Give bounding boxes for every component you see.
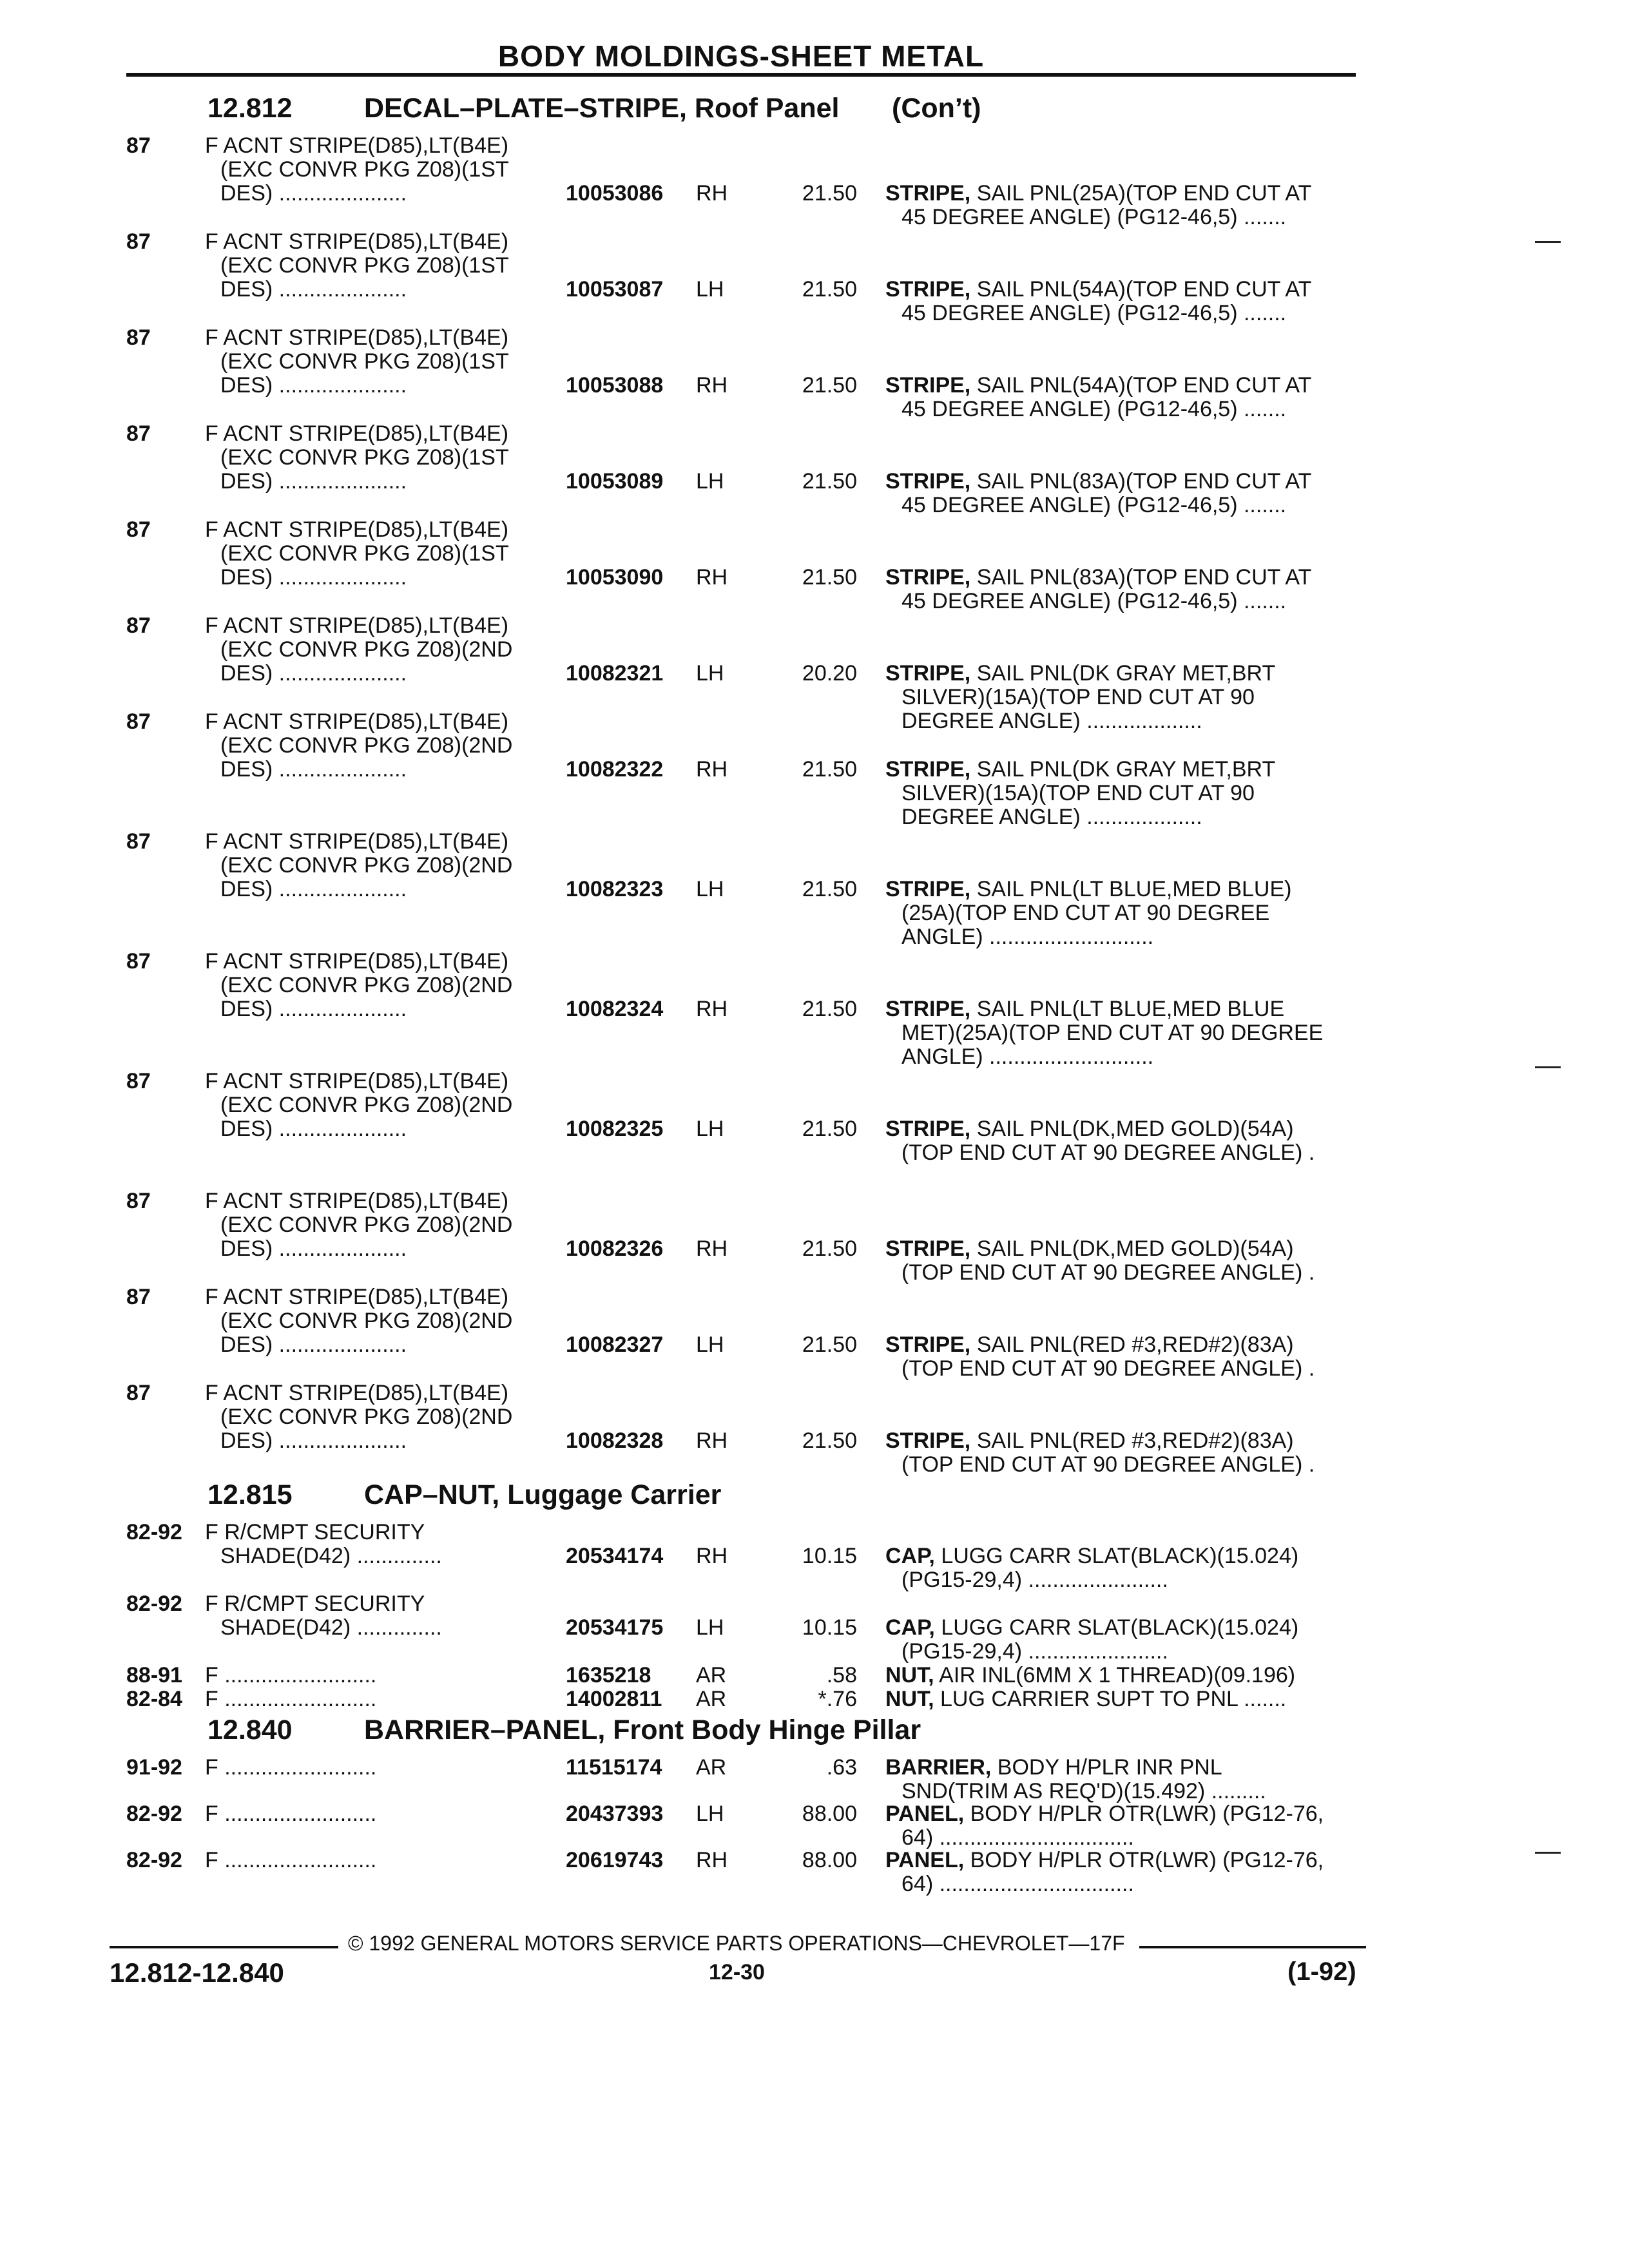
info-text: SAIL PNL(DK GRAY MET,BRT xyxy=(976,758,1276,782)
part-entry xyxy=(0,134,1629,230)
model-years: 87 xyxy=(126,517,151,542)
footer-copyright: © 1992 GENERAL MOTORS SERVICE PARTS OPERATIONS—CHEVROLET—17F xyxy=(348,1932,1125,1955)
description-line: (EXC CONVR PKG Z08)(1ST xyxy=(220,158,509,182)
info-heading: STRIPE, xyxy=(885,1429,971,1453)
part-number: 10053089 xyxy=(566,469,664,494)
description-line: F ACNT STRIPE(D85),LT(B4E) xyxy=(205,1070,509,1093)
info-text: BODY H/PLR OTR(LWR) (PG12-76, xyxy=(970,1802,1324,1826)
info-text: SAIL PNL(DK GRAY MET,BRT xyxy=(976,662,1276,686)
footer-revision: (1-92) xyxy=(1287,1957,1356,1986)
price: 20.20 xyxy=(802,661,857,686)
part-entry xyxy=(0,230,1629,326)
description-line: F R/CMPT SECURITY xyxy=(205,1592,425,1616)
section-title: DECAL–PLATE–STRIPE, Roof Panel xyxy=(364,93,840,124)
part-description xyxy=(205,830,553,901)
info-heading: STRIPE, xyxy=(885,1237,971,1261)
section-heading xyxy=(0,1475,1629,1521)
part-number: 10082322 xyxy=(566,757,664,782)
info-text: SAIL PNL(83A)(TOP END CUT AT xyxy=(976,470,1312,494)
info-line xyxy=(885,758,1356,782)
part-info xyxy=(885,1616,1356,1664)
info-heading: PANEL, xyxy=(885,1849,965,1872)
info-line: SND(TRIM AS REQ'D)(15.492) ......... xyxy=(901,1780,1266,1803)
part-description xyxy=(205,134,553,206)
part-description xyxy=(205,710,553,782)
part-description xyxy=(205,614,553,686)
section-title: CAP–NUT, Luggage Carrier xyxy=(364,1479,722,1510)
info-text: BODY H/PLR INR PNL xyxy=(997,1756,1222,1780)
model-years: 87 xyxy=(126,133,151,158)
info-line: 45 DEGREE ANGLE) (PG12-46,5) ....... xyxy=(901,494,1287,517)
description-line: DES) ..................... xyxy=(220,1429,407,1453)
model-years: 87 xyxy=(126,1285,151,1309)
description-line: DES) ..................... xyxy=(220,662,407,686)
description-line: F R/CMPT SECURITY xyxy=(205,1521,425,1544)
info-line xyxy=(885,1687,1356,1711)
part-description xyxy=(205,1756,553,1780)
part-description xyxy=(205,1521,553,1568)
info-line: MET)(25A)(TOP END CUT AT 90 DEGREE xyxy=(901,1021,1324,1045)
info-line: (TOP END CUT AT 90 DEGREE ANGLE) . xyxy=(901,1141,1315,1165)
side-code: RH xyxy=(696,1544,728,1568)
part-entry xyxy=(0,1070,1629,1189)
info-text: BODY H/PLR OTR(LWR) (PG12-76, xyxy=(970,1849,1324,1872)
info-line xyxy=(885,1429,1356,1453)
side-code: LH xyxy=(696,661,724,686)
info-heading: STRIPE, xyxy=(885,662,971,686)
info-text: SAIL PNL(54A)(TOP END CUT AT xyxy=(976,278,1312,302)
model-years: 82-92 xyxy=(126,1520,182,1544)
catalog-section xyxy=(0,1711,1629,1895)
description-line: F ACNT STRIPE(D85),LT(B4E) xyxy=(205,1381,509,1405)
description-line: (EXC CONVR PKG Z08)(2ND xyxy=(220,1213,513,1237)
description-line: (EXC CONVR PKG Z08)(2ND xyxy=(220,854,513,878)
model-years: 87 xyxy=(126,829,151,854)
side-code: RH xyxy=(696,757,728,782)
info-line xyxy=(885,878,1356,901)
description-line: (EXC CONVR PKG Z08)(1ST xyxy=(220,542,509,566)
description-line: F ACNT STRIPE(D85),LT(B4E) xyxy=(205,710,509,734)
part-number: 10082325 xyxy=(566,1117,664,1141)
part-entry xyxy=(0,1756,1629,1802)
section-number: 12.840 xyxy=(207,1715,293,1745)
info-heading: CAP, xyxy=(885,1616,935,1640)
description-line: DES) ..................... xyxy=(220,182,407,206)
info-heading: STRIPE, xyxy=(885,566,971,590)
description-line: F ACNT STRIPE(D85),LT(B4E) xyxy=(205,230,509,254)
page-header-title: BODY MOLDINGS-SHEET METAL xyxy=(497,39,985,73)
price: 21.50 xyxy=(802,757,857,782)
part-description xyxy=(205,950,553,1021)
part-number: 10053087 xyxy=(566,277,664,302)
side-code: LH xyxy=(696,1802,724,1826)
part-info xyxy=(885,878,1356,949)
info-heading: STRIPE, xyxy=(885,470,971,494)
info-line xyxy=(885,1333,1356,1357)
model-years: 82-84 xyxy=(126,1687,182,1711)
price: *.76 xyxy=(818,1687,857,1711)
info-line: (PG15-29,4) ....................... xyxy=(901,1568,1168,1592)
part-entry xyxy=(0,950,1629,1070)
price: 10.15 xyxy=(802,1544,857,1568)
side-code: LH xyxy=(696,469,724,494)
info-text: LUG CARRIER SUPT TO PNL ....... xyxy=(940,1687,1287,1711)
part-entry xyxy=(0,1687,1629,1711)
info-text: LUGG CARR SLAT(BLACK)(15.024) xyxy=(941,1544,1299,1568)
info-line: (PG15-29,4) ....................... xyxy=(901,1640,1168,1664)
footer-rule-right xyxy=(1139,1946,1366,1948)
part-entry xyxy=(0,422,1629,518)
info-line xyxy=(885,1802,1356,1826)
part-description xyxy=(205,518,553,590)
description-line: DES) ..................... xyxy=(220,374,407,398)
part-number: 20534174 xyxy=(566,1544,664,1568)
section-title: BARRIER–PANEL, Front Body Hinge Pillar xyxy=(364,1715,921,1745)
side-code: RH xyxy=(696,1236,728,1261)
price: 21.50 xyxy=(802,181,857,206)
part-entry xyxy=(0,1521,1629,1592)
info-line xyxy=(885,1117,1356,1141)
info-line: 64) ................................ xyxy=(901,1826,1134,1850)
info-text: SAIL PNL(RED #3,RED#2)(83A) xyxy=(976,1429,1294,1453)
info-text: SAIL PNL(DK,MED GOLD)(54A) xyxy=(976,1117,1294,1141)
part-number: 11515174 xyxy=(566,1755,662,1780)
info-line: SILVER)(15A)(TOP END CUT AT 90 xyxy=(901,686,1255,709)
part-description xyxy=(205,1687,553,1711)
info-line: ANGLE) ........................... xyxy=(901,925,1154,949)
part-entry xyxy=(0,326,1629,422)
margin-tick xyxy=(1535,241,1561,243)
info-text: SAIL PNL(DK,MED GOLD)(54A) xyxy=(976,1237,1294,1261)
part-number: 10053088 xyxy=(566,373,664,398)
margin-tick xyxy=(1535,1852,1561,1854)
part-entry xyxy=(0,1802,1629,1849)
info-heading: STRIPE, xyxy=(885,278,971,302)
info-text: SAIL PNL(25A)(TOP END CUT AT xyxy=(976,182,1312,206)
side-code: LH xyxy=(696,1332,724,1357)
part-number: 20619743 xyxy=(566,1848,664,1872)
info-line xyxy=(885,997,1356,1021)
description-line: (EXC CONVR PKG Z08)(1ST xyxy=(220,446,509,470)
side-code: RH xyxy=(696,1428,728,1453)
section-number: 12.812 xyxy=(207,93,293,124)
part-info xyxy=(885,566,1356,613)
side-code: RH xyxy=(696,181,728,206)
description-line: F ACNT STRIPE(D85),LT(B4E) xyxy=(205,950,509,974)
part-description xyxy=(205,1664,553,1687)
part-entry xyxy=(0,1285,1629,1381)
info-line: (TOP END CUT AT 90 DEGREE ANGLE) . xyxy=(901,1453,1315,1477)
info-line: DEGREE ANGLE) ................... xyxy=(901,805,1202,829)
side-code: RH xyxy=(696,565,728,590)
info-line xyxy=(885,470,1356,494)
part-entry xyxy=(0,1381,1629,1477)
part-number: 20437393 xyxy=(566,1802,664,1826)
description-line: DES) ..................... xyxy=(220,878,407,901)
part-info xyxy=(885,278,1356,325)
price: 21.50 xyxy=(802,877,857,901)
info-heading: STRIPE, xyxy=(885,997,971,1021)
description-line: (EXC CONVR PKG Z08)(2ND xyxy=(220,974,513,997)
price: 21.50 xyxy=(802,997,857,1021)
part-number: 10053086 xyxy=(566,181,664,206)
info-text: SAIL PNL(54A)(TOP END CUT AT xyxy=(976,374,1312,398)
part-info xyxy=(885,1333,1356,1381)
price: 21.50 xyxy=(802,1428,857,1453)
part-description xyxy=(205,1381,553,1453)
part-info xyxy=(885,758,1356,829)
model-years: 87 xyxy=(126,1189,151,1213)
description-line: F ......................... xyxy=(205,1687,377,1711)
part-entry xyxy=(0,830,1629,950)
price: 88.00 xyxy=(802,1848,857,1872)
description-line: F ACNT STRIPE(D85),LT(B4E) xyxy=(205,134,509,158)
model-years: 87 xyxy=(126,1381,151,1405)
info-heading: NUT, xyxy=(885,1664,934,1687)
model-years: 87 xyxy=(126,325,151,350)
description-line: DES) ..................... xyxy=(220,1333,407,1357)
side-code: RH xyxy=(696,373,728,398)
description-line: F ACNT STRIPE(D85),LT(B4E) xyxy=(205,326,509,350)
part-number: 10053090 xyxy=(566,565,664,590)
part-number: 10082328 xyxy=(566,1428,664,1453)
info-heading: STRIPE, xyxy=(885,182,971,206)
part-entry xyxy=(0,1849,1629,1895)
page-header-rule xyxy=(126,73,1356,77)
description-line: F ACNT STRIPE(D85),LT(B4E) xyxy=(205,1189,509,1213)
description-line: F ACNT STRIPE(D85),LT(B4E) xyxy=(205,422,509,446)
part-description xyxy=(205,1802,553,1826)
model-years: 82-92 xyxy=(126,1802,182,1826)
description-line: F ACNT STRIPE(D85),LT(B4E) xyxy=(205,830,509,854)
description-line: (EXC CONVR PKG Z08)(2ND xyxy=(220,1309,513,1333)
part-entry xyxy=(0,710,1629,830)
part-number: 10082323 xyxy=(566,877,664,901)
info-heading: PANEL, xyxy=(885,1802,965,1826)
price: 21.50 xyxy=(802,277,857,302)
part-description xyxy=(205,422,553,494)
info-line xyxy=(885,1849,1356,1872)
description-line: F ACNT STRIPE(D85),LT(B4E) xyxy=(205,1285,509,1309)
info-line: 45 DEGREE ANGLE) (PG12-46,5) ....... xyxy=(901,590,1287,613)
info-line xyxy=(885,1544,1356,1568)
side-code: RH xyxy=(696,1848,728,1872)
description-line: (EXC CONVR PKG Z08)(2ND xyxy=(220,638,513,662)
description-line: (EXC CONVR PKG Z08)(1ST xyxy=(220,350,509,374)
description-line: F ......................... xyxy=(205,1756,377,1780)
description-line: DES) ..................... xyxy=(220,278,407,302)
section-number: 12.815 xyxy=(207,1479,293,1510)
info-text: SAIL PNL(LT BLUE,MED BLUE xyxy=(976,997,1285,1021)
model-years: 87 xyxy=(126,1069,151,1093)
part-info xyxy=(885,1117,1356,1165)
price: 21.50 xyxy=(802,565,857,590)
part-entry xyxy=(0,518,1629,614)
part-number: 1635218 xyxy=(566,1663,651,1687)
model-years: 87 xyxy=(126,421,151,446)
info-heading: NUT, xyxy=(885,1687,934,1711)
price: 88.00 xyxy=(802,1802,857,1826)
description-line: DES) ..................... xyxy=(220,566,407,590)
model-years: 87 xyxy=(126,229,151,254)
part-number: 10082326 xyxy=(566,1236,664,1261)
info-text: SAIL PNL(RED #3,RED#2)(83A) xyxy=(976,1333,1294,1357)
info-line: SILVER)(15A)(TOP END CUT AT 90 xyxy=(901,782,1255,805)
part-info xyxy=(885,470,1356,517)
part-number: 10082327 xyxy=(566,1332,664,1357)
description-line: F ACNT STRIPE(D85),LT(B4E) xyxy=(205,518,509,542)
description-line: DES) ..................... xyxy=(220,997,407,1021)
price: 21.50 xyxy=(802,373,857,398)
description-line: (EXC CONVR PKG Z08)(2ND xyxy=(220,1093,513,1117)
side-code: RH xyxy=(696,997,728,1021)
model-years: 87 xyxy=(126,949,151,974)
info-line xyxy=(885,1756,1356,1780)
model-years: 87 xyxy=(126,613,151,638)
section-heading xyxy=(0,89,1629,134)
info-line xyxy=(885,278,1356,302)
price: .63 xyxy=(826,1755,857,1780)
price: 21.50 xyxy=(802,1332,857,1357)
part-number: 10082324 xyxy=(566,997,664,1021)
footer-page-number: 12-30 xyxy=(709,1960,765,1984)
info-heading: STRIPE, xyxy=(885,878,971,901)
part-number: 10082321 xyxy=(566,661,664,686)
side-code: AR xyxy=(696,1755,727,1780)
description-line: DES) ..................... xyxy=(220,470,407,494)
description-line: (EXC CONVR PKG Z08)(1ST xyxy=(220,254,509,278)
price: .58 xyxy=(826,1663,857,1687)
description-line: DES) ..................... xyxy=(220,758,407,782)
part-info xyxy=(885,997,1356,1069)
description-line: F ......................... xyxy=(205,1849,377,1872)
model-years: 82-92 xyxy=(126,1848,182,1872)
description-line: F ACNT STRIPE(D85),LT(B4E) xyxy=(205,614,509,638)
model-years: 82-92 xyxy=(126,1591,182,1616)
model-years: 87 xyxy=(126,709,151,734)
part-info xyxy=(885,1237,1356,1285)
info-line: ANGLE) ........................... xyxy=(901,1045,1154,1069)
info-heading: BARRIER, xyxy=(885,1756,992,1780)
info-line xyxy=(885,1616,1356,1640)
info-heading: STRIPE, xyxy=(885,758,971,782)
side-code: LH xyxy=(696,877,724,901)
part-description xyxy=(205,1849,553,1872)
catalog-section xyxy=(0,89,1629,1477)
description-line: F ......................... xyxy=(205,1802,377,1826)
description-line: (EXC CONVR PKG Z08)(2ND xyxy=(220,1405,513,1429)
price: 21.50 xyxy=(802,1236,857,1261)
part-info xyxy=(885,1849,1356,1896)
section-heading xyxy=(0,1711,1629,1756)
part-entry xyxy=(0,1664,1629,1687)
info-line xyxy=(885,566,1356,590)
description-line: F ......................... xyxy=(205,1664,377,1687)
info-heading: STRIPE, xyxy=(885,374,971,398)
model-years: 91-92 xyxy=(126,1755,182,1780)
part-number: 14002811 xyxy=(566,1687,662,1711)
info-line: (TOP END CUT AT 90 DEGREE ANGLE) . xyxy=(901,1261,1315,1285)
info-line xyxy=(885,182,1356,206)
price: 21.50 xyxy=(802,469,857,494)
info-heading: STRIPE, xyxy=(885,1333,971,1357)
info-line xyxy=(885,1664,1356,1687)
info-line xyxy=(885,662,1356,686)
info-heading: CAP, xyxy=(885,1544,935,1568)
info-line: DEGREE ANGLE) ................... xyxy=(901,709,1202,733)
margin-tick xyxy=(1535,1066,1561,1068)
part-entry xyxy=(0,1189,1629,1285)
section-continued-label: (Con’t) xyxy=(892,93,981,124)
side-code: LH xyxy=(696,1117,724,1141)
price: 10.15 xyxy=(802,1615,857,1640)
info-line: (TOP END CUT AT 90 DEGREE ANGLE) . xyxy=(901,1357,1315,1381)
info-line xyxy=(885,374,1356,398)
description-line: DES) ..................... xyxy=(220,1237,407,1261)
part-info xyxy=(885,1756,1356,1803)
part-description xyxy=(205,1592,553,1640)
part-description xyxy=(205,1070,553,1141)
side-code: AR xyxy=(696,1663,727,1687)
info-text: SAIL PNL(83A)(TOP END CUT AT xyxy=(976,566,1312,590)
catalog-section xyxy=(0,1475,1629,1711)
part-description xyxy=(205,326,553,398)
part-info xyxy=(885,1802,1356,1850)
description-line: DES) ..................... xyxy=(220,1117,407,1141)
info-heading: STRIPE, xyxy=(885,1117,971,1141)
side-code: AR xyxy=(696,1687,727,1711)
info-line: 45 DEGREE ANGLE) (PG12-46,5) ....... xyxy=(901,398,1287,421)
part-description xyxy=(205,1189,553,1261)
part-number: 20534175 xyxy=(566,1615,664,1640)
part-info xyxy=(885,1687,1356,1711)
side-code: LH xyxy=(696,277,724,302)
description-line: SHADE(D42) .............. xyxy=(220,1544,442,1568)
model-years: 88-91 xyxy=(126,1663,182,1687)
info-line: 45 DEGREE ANGLE) (PG12-46,5) ....... xyxy=(901,206,1287,229)
part-info xyxy=(885,1429,1356,1477)
info-line: 45 DEGREE ANGLE) (PG12-46,5) ....... xyxy=(901,302,1287,325)
info-text: AIR INL(6MM X 1 THREAD)(09.196) xyxy=(939,1664,1296,1687)
info-text: SAIL PNL(LT BLUE,MED BLUE) xyxy=(976,878,1292,901)
part-info xyxy=(885,1544,1356,1592)
side-code: LH xyxy=(696,1615,724,1640)
part-description xyxy=(205,1285,553,1357)
info-line: 64) ................................ xyxy=(901,1872,1134,1896)
part-description xyxy=(205,230,553,302)
description-line: SHADE(D42) .............. xyxy=(220,1616,442,1640)
description-line: (EXC CONVR PKG Z08)(2ND xyxy=(220,734,513,758)
part-entry xyxy=(0,613,1629,733)
price: 21.50 xyxy=(802,1117,857,1141)
footer-section-range: 12.812-12.840 xyxy=(110,1957,284,1988)
info-line xyxy=(885,1237,1356,1261)
part-entry xyxy=(0,1592,1629,1664)
info-line: (25A)(TOP END CUT AT 90 DEGREE xyxy=(901,901,1270,925)
part-info xyxy=(885,182,1356,229)
info-text: LUGG CARR SLAT(BLACK)(15.024) xyxy=(941,1616,1299,1640)
part-info xyxy=(885,374,1356,421)
part-info xyxy=(885,1664,1356,1687)
footer-rule-left xyxy=(110,1946,338,1948)
